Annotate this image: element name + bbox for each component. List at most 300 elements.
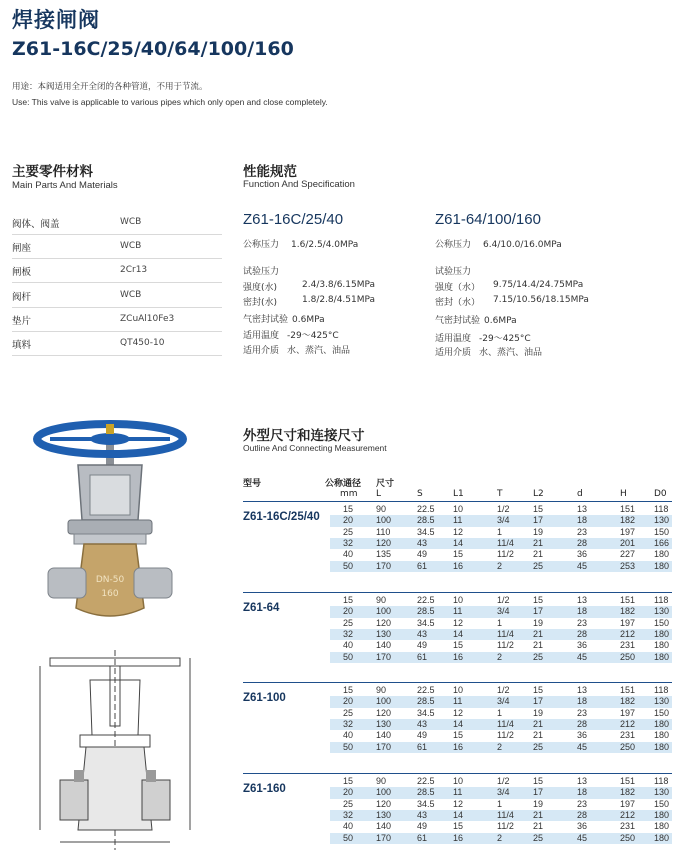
table-cell: 61 xyxy=(417,651,428,662)
table-cell: 43 xyxy=(417,809,428,820)
table-row xyxy=(330,538,672,549)
table-cell: 28.5 xyxy=(417,515,435,526)
table-cell: 170 xyxy=(376,651,392,662)
table-row xyxy=(330,833,672,844)
spec-model-2-nominal: 公称压力 6.4/10.0/16.0MPa xyxy=(435,240,562,250)
table-cell: 100 xyxy=(376,606,392,617)
column-header: L2 xyxy=(533,489,544,499)
table-cell: 22.5 xyxy=(417,685,435,695)
table-cell: 3/4 xyxy=(497,515,510,526)
table-cell: 15 xyxy=(533,504,544,514)
table-cell: 15 xyxy=(343,595,354,605)
table-cell: 231 xyxy=(620,730,636,741)
model-group-title: Z61-16C/25/40 xyxy=(243,511,320,523)
table-cell: 182 xyxy=(620,787,636,798)
table-cell: 227 xyxy=(620,549,636,560)
table-cell: 180 xyxy=(654,549,670,560)
table-cell: 250 xyxy=(620,741,636,752)
col-dn-unit: mm xyxy=(340,489,358,499)
spec-model-2-strength: 强度（水） 9.75/14.4/24.75MPa xyxy=(435,280,584,293)
table-cell: 16 xyxy=(453,651,464,662)
table-cell: 25 xyxy=(343,707,354,718)
table-cell: 40 xyxy=(343,549,354,560)
column-header: D0 xyxy=(654,489,667,499)
table-cell: 151 xyxy=(620,776,636,786)
table-cell: 43 xyxy=(417,537,428,548)
spec-model-1-strength: 强度(水) 2.4/3.8/6.15MPa xyxy=(243,280,376,293)
table-row xyxy=(330,821,672,832)
table-cell: 11/4 xyxy=(497,537,514,548)
table-cell: 50 xyxy=(343,832,354,843)
table-cell: 14 xyxy=(453,537,464,548)
table-cell: 23 xyxy=(577,617,588,628)
table-cell: 14 xyxy=(453,718,464,729)
table-cell: 250 xyxy=(620,651,636,662)
body-marking-pn: 160 xyxy=(101,589,119,599)
table-cell: 10 xyxy=(453,776,464,786)
spec-model-1-title: Z61-16C/25/40 xyxy=(243,211,344,228)
table-cell: 19 xyxy=(533,617,544,628)
table-cell: 21 xyxy=(533,549,544,560)
material-value: ZCuAl10Fe3 xyxy=(120,314,175,324)
table-cell: 22.5 xyxy=(417,595,435,605)
table-cell: 21 xyxy=(533,640,544,651)
column-header: H xyxy=(620,489,627,499)
spec-model-1-medium: 适用介质 水、蒸汽、油品 xyxy=(243,346,351,356)
usage-en: Use: This valve is applicable to various pipes which only open and close completely. xyxy=(12,97,328,107)
spec-model-1-temp: 适用温度 -29～425°C xyxy=(243,331,339,341)
table-cell: 150 xyxy=(654,617,670,628)
table-cell: 17 xyxy=(533,696,544,707)
table-cell: 45 xyxy=(577,560,588,571)
table-cell: 130 xyxy=(654,606,670,617)
table-cell: 20 xyxy=(343,787,354,798)
table-cell: 28 xyxy=(577,628,588,639)
table-cell: 15 xyxy=(453,821,464,832)
table-cell: 15 xyxy=(453,640,464,651)
table-cell: 20 xyxy=(343,696,354,707)
table-row xyxy=(330,629,672,640)
table-cell: 150 xyxy=(654,707,670,718)
table-cell: 32 xyxy=(343,809,354,820)
table-cell: 18 xyxy=(577,787,588,798)
table-cell: 17 xyxy=(533,515,544,526)
spec-model-1-seal: 密封(水) 1.8/2.8/4.51MPa xyxy=(243,295,376,308)
bonnet-flange xyxy=(68,520,152,534)
table-cell: 11/2 xyxy=(497,640,514,651)
drawing-hatch-1 xyxy=(74,770,84,782)
table-cell: 231 xyxy=(620,821,636,832)
body-marking-dn: DN-50 xyxy=(95,575,125,585)
material-name: 闸板 xyxy=(12,267,32,278)
table-cell: 21 xyxy=(533,537,544,548)
table-cell: 25 xyxy=(343,798,354,809)
spec-model-1-test: 试验压力 xyxy=(243,267,280,277)
valve-photo xyxy=(20,420,200,625)
table-cell: 120 xyxy=(376,707,392,718)
group-separator xyxy=(243,501,672,502)
spec-heading-en: Function And Specification xyxy=(243,179,355,190)
table-row xyxy=(330,618,672,629)
table-cell: 32 xyxy=(343,628,354,639)
table-cell: 49 xyxy=(417,640,428,651)
spec-model-2-seal: 密封（水） 7.15/10.56/18.15MPa xyxy=(435,295,589,308)
column-header: L xyxy=(376,489,382,499)
table-cell: 22.5 xyxy=(417,776,435,786)
table-row xyxy=(330,549,672,560)
table-cell: 2 xyxy=(497,560,503,571)
table-row xyxy=(330,730,672,741)
material-row xyxy=(12,307,222,332)
table-cell: 11/4 xyxy=(497,809,514,820)
table-cell: 1 xyxy=(497,707,503,718)
table-cell: 166 xyxy=(654,537,670,548)
table-cell: 12 xyxy=(453,617,464,628)
table-cell: 250 xyxy=(620,832,636,843)
table-cell: 253 xyxy=(620,560,636,571)
table-cell: 130 xyxy=(654,696,670,707)
table-cell: 25 xyxy=(343,617,354,628)
table-cell: 2 xyxy=(497,651,503,662)
table-cell: 34.5 xyxy=(417,526,435,537)
model-subtitle: Z61-16C/25/40/64/100/160 xyxy=(12,38,294,60)
table-cell: 15 xyxy=(533,595,544,605)
table-cell: 180 xyxy=(654,809,670,820)
table-cell: 28.5 xyxy=(417,787,435,798)
table-cell: 182 xyxy=(620,515,636,526)
model-group-title: Z61-64 xyxy=(243,602,280,614)
table-cell: 118 xyxy=(654,504,669,514)
spec-model-2-test: 试验压力 xyxy=(435,267,472,277)
stem-nut xyxy=(106,424,114,434)
table-cell: 2 xyxy=(497,832,503,843)
material-row xyxy=(12,234,222,259)
table-cell: 36 xyxy=(577,640,588,651)
table-cell: 90 xyxy=(376,595,387,605)
table-cell: 19 xyxy=(533,707,544,718)
table-cell: 25 xyxy=(533,741,544,752)
materials-heading-en: Main Parts And Materials xyxy=(12,180,118,191)
spec-model-2-medium: 适用介质 水、蒸汽、油品 xyxy=(435,348,543,358)
column-header: L1 xyxy=(453,489,464,499)
table-cell: 140 xyxy=(376,640,392,651)
table-cell: 170 xyxy=(376,741,392,752)
table-cell: 11 xyxy=(453,787,463,798)
material-row xyxy=(12,210,222,235)
table-cell: 3/4 xyxy=(497,696,510,707)
table-cell: 18 xyxy=(577,696,588,707)
table-cell: 13 xyxy=(577,595,588,605)
table-cell: 50 xyxy=(343,741,354,752)
table-cell: 180 xyxy=(654,560,670,571)
table-cell: 150 xyxy=(654,526,670,537)
table-cell: 151 xyxy=(620,685,636,695)
spec-model-1-air: 气密封试验 0.6MPa xyxy=(243,315,325,325)
table-cell: 13 xyxy=(577,504,588,514)
table-row xyxy=(330,799,672,810)
material-row xyxy=(12,258,222,283)
yoke-window xyxy=(90,475,130,515)
spec-model-2-temp: 适用温度 -29～425°C xyxy=(435,334,531,344)
table-cell: 18 xyxy=(577,515,588,526)
spec-heading-cn: 性能规范 xyxy=(243,164,297,180)
group-separator xyxy=(243,682,672,683)
table-cell: 212 xyxy=(620,628,636,639)
table-cell: 49 xyxy=(417,821,428,832)
table-cell: 36 xyxy=(577,821,588,832)
table-cell: 15 xyxy=(343,685,354,695)
table-cell: 50 xyxy=(343,560,354,571)
valve-section-drawing xyxy=(30,650,200,850)
table-row xyxy=(330,719,672,730)
table-row xyxy=(330,504,672,515)
material-value: WCB xyxy=(120,217,142,227)
table-row xyxy=(330,810,672,821)
table-cell: 32 xyxy=(343,718,354,729)
table-cell: 15 xyxy=(533,685,544,695)
table-cell: 90 xyxy=(376,776,387,786)
outlet-end xyxy=(134,568,172,598)
table-cell: 14 xyxy=(453,628,464,639)
table-cell: 43 xyxy=(417,718,428,729)
table-cell: 120 xyxy=(376,798,392,809)
table-cell: 201 xyxy=(620,537,636,548)
table-cell: 120 xyxy=(376,537,392,548)
table-cell: 25 xyxy=(533,560,544,571)
table-cell: 13 xyxy=(577,776,588,786)
table-cell: 100 xyxy=(376,515,392,526)
table-cell: 28.5 xyxy=(417,606,435,617)
column-header: d xyxy=(577,489,583,499)
table-cell: 180 xyxy=(654,741,670,752)
col-dn: 公称通径 xyxy=(325,479,362,489)
table-cell: 19 xyxy=(533,526,544,537)
table-cell: 1/2 xyxy=(497,685,510,695)
material-name: 阀杆 xyxy=(12,292,32,303)
table-cell: 130 xyxy=(376,809,392,820)
table-cell: 140 xyxy=(376,730,392,741)
table-cell: 118 xyxy=(654,776,669,786)
material-name: 阀体、阀盖 xyxy=(12,219,60,230)
page-title: 焊接闸阀 xyxy=(12,8,100,32)
table-cell: 1 xyxy=(497,617,503,628)
table-cell: 3/4 xyxy=(497,606,510,617)
material-value: WCB xyxy=(120,290,142,300)
table-row xyxy=(330,561,672,572)
usage-cn: 用途：本阀适用全开全闭的各种管道，不用于节流。 xyxy=(12,82,208,92)
table-cell: 130 xyxy=(654,515,670,526)
table-cell: 12 xyxy=(453,707,464,718)
table-cell: 23 xyxy=(577,707,588,718)
dims-heading-cn: 外型尺寸和连接尺寸 xyxy=(243,428,365,444)
table-cell: 180 xyxy=(654,628,670,639)
table-cell: 49 xyxy=(417,730,428,741)
spec-model-2-title: Z61-64/100/160 xyxy=(435,211,541,228)
table-cell: 120 xyxy=(376,617,392,628)
column-header: S xyxy=(417,489,423,499)
table-cell: 182 xyxy=(620,696,636,707)
material-row xyxy=(12,283,222,308)
table-cell: 22.5 xyxy=(417,504,435,514)
drawing-body xyxy=(78,747,152,830)
table-cell: 11 xyxy=(453,696,463,707)
inlet-end xyxy=(48,568,86,598)
table-cell: 197 xyxy=(620,707,636,718)
table-cell: 182 xyxy=(620,606,636,617)
table-cell: 21 xyxy=(533,821,544,832)
table-cell: 21 xyxy=(533,809,544,820)
table-cell: 110 xyxy=(376,526,391,537)
table-cell: 12 xyxy=(453,798,464,809)
table-cell: 50 xyxy=(343,651,354,662)
model-group-title: Z61-100 xyxy=(243,692,286,704)
bonnet xyxy=(74,534,146,544)
table-cell: 25 xyxy=(533,832,544,843)
table-cell: 151 xyxy=(620,504,636,514)
table-cell: 16 xyxy=(453,832,464,843)
material-name: 填料 xyxy=(12,340,32,351)
table-cell: 28 xyxy=(577,537,588,548)
material-name: 垫片 xyxy=(12,316,32,327)
table-cell: 17 xyxy=(533,787,544,798)
table-cell: 61 xyxy=(417,741,428,752)
table-cell: 11/2 xyxy=(497,730,514,741)
table-cell: 1/2 xyxy=(497,776,510,786)
table-cell: 49 xyxy=(417,549,428,560)
table-cell: 3/4 xyxy=(497,787,510,798)
table-cell: 32 xyxy=(343,537,354,548)
table-cell: 2 xyxy=(497,741,503,752)
spec-model-1-nominal: 公称压力 1.6/2.5/4.0MPa xyxy=(243,240,359,250)
table-cell: 19 xyxy=(533,798,544,809)
table-cell: 1 xyxy=(497,526,503,537)
table-cell: 1/2 xyxy=(497,504,510,514)
table-cell: 15 xyxy=(343,776,354,786)
table-cell: 11/4 xyxy=(497,628,514,639)
table-cell: 45 xyxy=(577,832,588,843)
table-cell: 1/2 xyxy=(497,595,510,605)
dims-heading-en: Outline And Connecting Measurement xyxy=(243,443,387,453)
table-cell: 12 xyxy=(453,526,464,537)
table-cell: 25 xyxy=(343,526,354,537)
table-cell: 180 xyxy=(654,821,670,832)
spec-model-2-air: 气密封试验 0.6MPa xyxy=(435,316,517,326)
table-cell: 197 xyxy=(620,617,636,628)
table-cell: 16 xyxy=(453,741,464,752)
table-row xyxy=(330,640,672,651)
table-cell: 180 xyxy=(654,651,670,662)
table-cell: 34.5 xyxy=(417,707,435,718)
table-cell: 45 xyxy=(577,651,588,662)
col-model: 型号 xyxy=(243,479,262,489)
table-cell: 34.5 xyxy=(417,798,435,809)
table-cell: 21 xyxy=(533,718,544,729)
table-cell: 21 xyxy=(533,730,544,741)
material-value: WCB xyxy=(120,241,142,251)
table-cell: 140 xyxy=(376,821,392,832)
table-row xyxy=(330,606,672,617)
table-cell: 43 xyxy=(417,628,428,639)
table-cell: 36 xyxy=(577,549,588,560)
table-cell: 34.5 xyxy=(417,617,435,628)
table-row xyxy=(330,652,672,663)
table-cell: 28.5 xyxy=(417,696,435,707)
table-cell: 1 xyxy=(497,798,503,809)
group-separator xyxy=(243,592,672,593)
table-cell: 61 xyxy=(417,832,428,843)
table-cell: 23 xyxy=(577,798,588,809)
table-cell: 212 xyxy=(620,718,636,729)
table-cell: 100 xyxy=(376,787,392,798)
material-name: 闸座 xyxy=(12,243,32,254)
table-cell: 130 xyxy=(376,628,392,639)
table-row xyxy=(330,595,672,606)
table-cell: 11/4 xyxy=(497,718,514,729)
model-group-title: Z61-160 xyxy=(243,783,286,795)
column-header: T xyxy=(497,489,503,499)
table-cell: 180 xyxy=(654,832,670,843)
table-row xyxy=(330,527,672,538)
table-cell: 17 xyxy=(533,606,544,617)
table-cell: 180 xyxy=(654,730,670,741)
table-cell: 212 xyxy=(620,809,636,820)
table-cell: 28 xyxy=(577,718,588,729)
table-cell: 10 xyxy=(453,595,464,605)
table-cell: 10 xyxy=(453,685,464,695)
table-cell: 36 xyxy=(577,730,588,741)
table-cell: 25 xyxy=(533,651,544,662)
table-row xyxy=(330,742,672,753)
table-cell: 90 xyxy=(376,504,387,514)
table-row xyxy=(330,787,672,798)
table-cell: 11 xyxy=(453,606,463,617)
table-cell: 180 xyxy=(654,718,670,729)
table-cell: 197 xyxy=(620,798,636,809)
table-cell: 130 xyxy=(654,787,670,798)
table-cell: 45 xyxy=(577,741,588,752)
table-cell: 16 xyxy=(453,560,464,571)
table-cell: 151 xyxy=(620,595,636,605)
table-cell: 28 xyxy=(577,809,588,820)
table-cell: 231 xyxy=(620,640,636,651)
col-size: 尺寸 xyxy=(376,479,395,489)
table-cell: 40 xyxy=(343,640,354,651)
table-cell: 170 xyxy=(376,832,392,843)
table-cell: 118 xyxy=(654,685,669,695)
table-row xyxy=(330,515,672,526)
drawing-outlet xyxy=(142,780,170,820)
group-separator xyxy=(243,773,672,774)
table-cell: 18 xyxy=(577,606,588,617)
table-cell: 170 xyxy=(376,560,392,571)
material-row xyxy=(12,331,222,356)
table-cell: 40 xyxy=(343,821,354,832)
table-cell: 197 xyxy=(620,526,636,537)
drawing-inlet xyxy=(60,780,88,820)
table-row xyxy=(330,696,672,707)
table-row xyxy=(330,708,672,719)
table-cell: 14 xyxy=(453,809,464,820)
table-cell: 11 xyxy=(453,515,463,526)
table-cell: 21 xyxy=(533,628,544,639)
materials-heading-cn: 主要零件材料 xyxy=(12,164,93,180)
drawing-hatch-2 xyxy=(146,770,156,782)
table-cell: 150 xyxy=(654,798,670,809)
table-row xyxy=(330,776,672,787)
table-cell: 130 xyxy=(376,718,392,729)
table-cell: 15 xyxy=(453,549,464,560)
table-cell: 180 xyxy=(654,640,670,651)
